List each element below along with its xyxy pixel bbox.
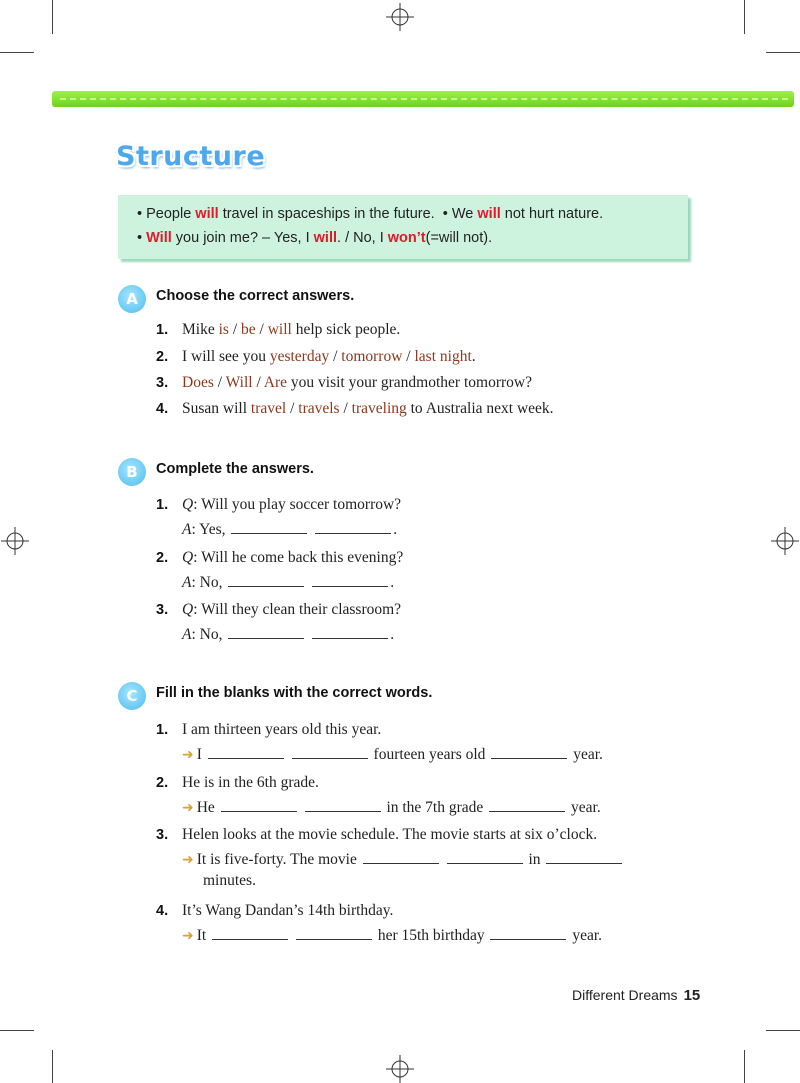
question-line [182,774,319,792]
question-number: 4. [156,401,169,417]
question-text: : Will he come back this evening? [193,549,404,566]
answer-line [203,872,256,890]
option-separator: / [402,348,415,365]
structure-box [118,195,688,259]
period: . [390,574,395,591]
question-number: 3. [156,602,169,618]
option-separator: / [228,321,241,338]
section-a-badge: A [118,285,146,313]
answer-option: Will [225,374,253,391]
answer-blank[interactable] [212,925,288,940]
space [306,574,310,591]
answer-option: tomorrow [341,348,403,365]
space [541,851,545,868]
arrow-icon: ➜ [182,852,194,868]
page-footer [572,987,700,1004]
section-a-heading: Choose the correct answers. [156,288,355,304]
question-number: 1. [156,722,169,738]
answer-text: He [196,799,215,816]
chapter-name: Different Dreams [572,987,678,1003]
question-line [182,374,532,392]
answer-text: It is five-forty. The movie [196,851,357,868]
space [441,851,445,868]
a-label: A [182,626,192,643]
answer-blank[interactable] [292,744,368,759]
question-text: It’s Wang Dandan’s 14th birthday. [182,902,394,919]
question-line [182,496,401,514]
answer-blank[interactable] [491,744,567,759]
answer-blank[interactable] [447,849,523,864]
space [290,927,294,944]
answer-blank[interactable] [363,849,439,864]
answer-text: in [528,851,541,868]
crop-mark [52,1050,53,1083]
answer-option: travels [298,400,340,417]
answer-blank[interactable] [296,925,372,940]
option-separator: / [329,348,342,365]
question-line [182,400,554,418]
answer-option: yesterday [269,348,330,365]
crop-mark [0,1030,34,1031]
answer-blank[interactable] [221,797,297,812]
answer-text: : Yes, [191,521,226,538]
answer-line [182,797,601,817]
answer-text: year. [573,746,603,763]
space [286,746,290,763]
page-number: 15 [683,987,701,1004]
question-number: 2. [156,349,169,365]
option-separator: / [255,321,268,338]
space [309,521,313,538]
answer-text: minutes. [203,872,256,889]
space [306,626,310,643]
space [485,746,489,763]
question-text: . [471,348,476,365]
registration-mark-icon [386,1055,414,1083]
question-number: 3. [156,827,169,843]
question-text: help sick people. [291,321,401,338]
answer-line [182,572,394,592]
question-text: He is in the 6th grade. [182,774,319,791]
structure-line-1: • People will travel in spaceships in the future. • We will not hurt nature. [137,206,604,222]
period: . [390,626,395,643]
answer-option: travel [250,400,287,417]
question-text: : Will you play soccer tomorrow? [193,496,402,513]
question-text: Susan will [182,400,251,417]
period: . [393,521,398,538]
crop-mark [744,1050,745,1083]
answer-text: her 15th birthday [377,927,485,944]
answer-line [182,624,394,644]
question-text: : Will they clean their classroom? [193,601,402,618]
answer-blank[interactable] [305,797,381,812]
section-b-heading: Complete the answers. [156,461,314,477]
answer-text: in the 7th grade [386,799,484,816]
section-c-badge: C [118,682,146,710]
answer-text: : No, [191,574,223,591]
answer-blank[interactable] [228,624,304,639]
question-number: 1. [156,497,169,513]
question-line [182,721,381,739]
option-separator: / [286,400,299,417]
registration-mark-icon [386,3,414,31]
answer-option: Does [182,374,214,391]
question-line [182,549,403,567]
question-text: you visit your grandmother tomorrow? [287,374,532,391]
answer-text: fourteen years old [373,746,486,763]
question-text: I will see you [182,348,270,365]
question-line [182,321,400,339]
answer-text: It [196,927,207,944]
option-separator: / [252,374,264,391]
space [222,626,226,643]
answer-option: traveling [351,400,407,417]
answer-line [182,849,624,869]
answer-text: year. [572,927,603,944]
arrow-icon: ➜ [182,800,194,816]
question-line [182,348,476,366]
space [222,574,226,591]
space [485,927,489,944]
answer-option: will [267,321,292,338]
answer-blank[interactable] [546,849,622,864]
section-c-heading: Fill in the blanks with the correct words. [156,685,433,701]
question-number: 2. [156,775,169,791]
answer-option: last night [414,348,472,365]
option-separator: / [213,374,226,391]
crop-mark [766,52,800,53]
question-number: 3. [156,375,169,391]
registration-mark-icon [771,527,799,555]
registration-mark-icon [1,527,29,555]
structure-line-2: • Will you join me? – Yes, I will. / No, I won’t(=will not). [137,230,493,246]
answer-line [182,925,602,945]
option-separator: / [339,400,352,417]
answer-text: : No, [191,626,223,643]
space [215,799,219,816]
answer-blank[interactable] [312,572,388,587]
answer-line [182,744,603,764]
question-line [182,826,597,844]
a-label: A [182,574,192,591]
answer-blank[interactable] [228,572,304,587]
answer-blank[interactable] [315,519,391,534]
answer-line [182,519,397,539]
crop-mark [766,1030,800,1031]
space [202,746,206,763]
question-text: to Australia next week. [406,400,554,417]
section-b-badge: B [118,458,146,486]
answer-blank[interactable] [489,797,565,812]
answer-option: is [218,321,229,338]
answer-text: I [196,746,202,763]
section-title: Structure [116,141,266,172]
space [299,799,303,816]
q-label: Q [182,496,194,513]
crop-mark [52,0,53,34]
question-number: 1. [156,322,169,338]
a-label: A [182,521,192,538]
space [206,927,210,944]
space [226,521,230,538]
answer-option: be [241,321,256,338]
arrow-icon: ➜ [182,928,194,944]
q-label: Q [182,601,194,618]
question-text: I am thirteen years old this year. [182,721,382,738]
question-number: 2. [156,550,169,566]
answer-blank[interactable] [208,744,284,759]
question-text: Helen looks at the movie schedule. The movie starts at six o’clock. [182,826,598,843]
question-text: Mike [182,321,219,338]
question-line [182,601,401,619]
decorative-stripe-dash [60,98,788,100]
crop-mark [0,52,34,53]
space [357,851,361,868]
question-number: 4. [156,903,169,919]
crop-mark [744,0,745,34]
question-line [182,902,393,920]
answer-blank[interactable] [312,624,388,639]
answer-text: year. [571,799,601,816]
answer-blank[interactable] [490,925,566,940]
space [483,799,487,816]
answer-blank[interactable] [231,519,307,534]
arrow-icon: ➜ [182,747,194,763]
q-label: Q [182,549,194,566]
answer-option: Are [263,374,288,391]
